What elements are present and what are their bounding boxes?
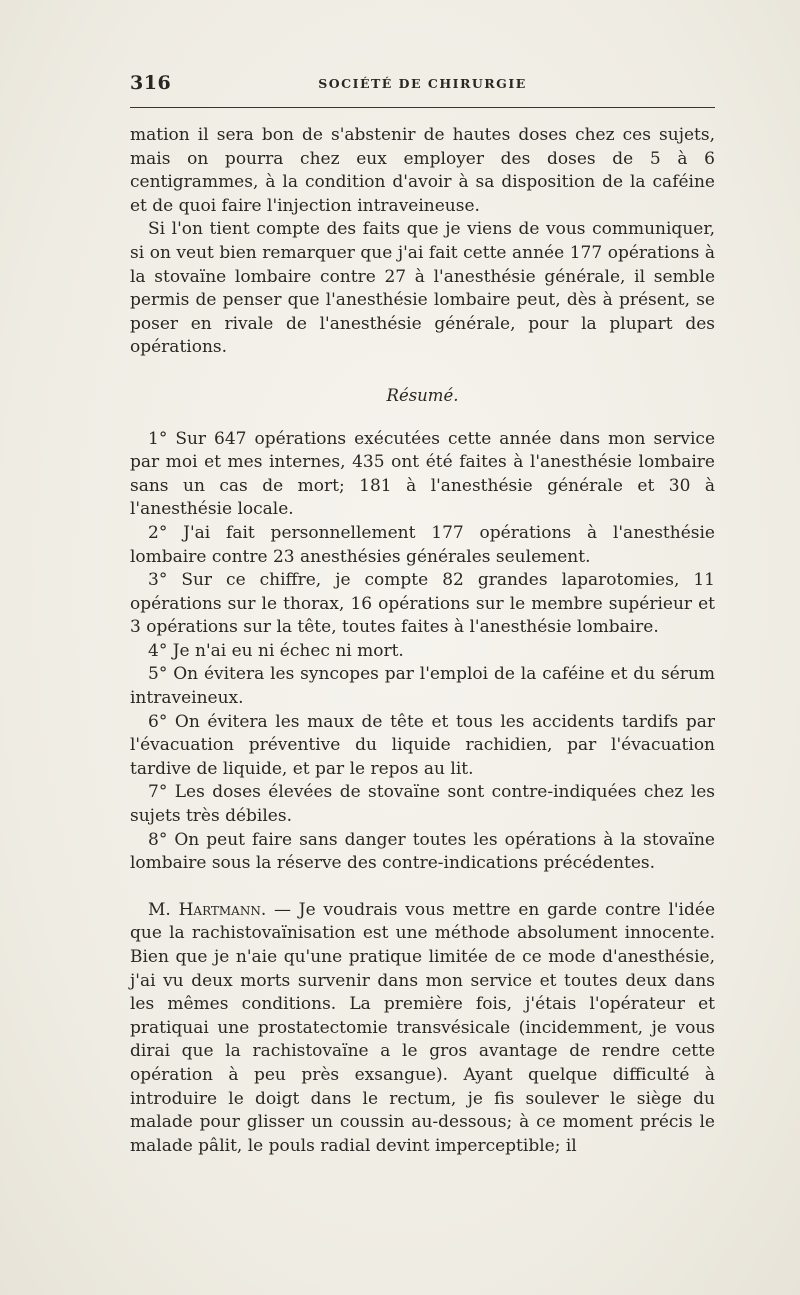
summary-item: 5° On évitera les syncopes par l'emploi de la caféine et du sérum intraveineux. xyxy=(130,664,715,709)
discussion-text: — Je voudrais vous mettre en garde contre l'idée que la rachistovaïnisation est une méthode absolument innocente. Bien que je n'aie qu'une pratique limitée de ce mode d'anesthésie, j'ai vu deux morts survenir dans mon service et toutes deux dans les mêmes conditions. La première fois, j'étais l'opérateur et pratiquai une prostatectomie transvésicale (incidemment, je vous dirai que la rachistovaïne a le gros avantage de rendre cette opération à peu près exsangue). Ayant quelque difficulté à introduire le doigt dans le rectum, je fis soulever le siège du malade pour glisser un coussin au-dessous; à ce moment précis le malade pâlit, le pouls radial devint imperceptible; il xyxy=(130,899,715,1156)
summary-item: 7° Les doses élevées de stovaïne sont contre-indiquées chez les sujets très débiles. xyxy=(130,782,715,827)
summary-item: 8° On peut faire sans danger toutes les opérations à la stovaïne lombaire sous la réserve des contre-indications précédentes. xyxy=(130,829,715,874)
summary-item: 3° Sur ce chiffre, je compte 82 grandes laparotomies, 11 opérations sur le thorax, 16 opérations sur le membre supérieur et 3 opérations sur la tête, toutes faites à l'anesthésie lombaire. xyxy=(130,570,715,638)
summary-item: 4° Je n'ai eu ni échec ni mort. xyxy=(148,640,404,661)
intro-paragraph: Si l'on tient compte des faits que je viens de vous communiquer, si on veut bien remarquer que j'ai fait cette année 177 opérations à la stovaïne lombaire contre 27 à l'anesthésie générale, il semble permis de penser que l'anesthésie lombaire peut, dès à présent, se poser en rivale de l'anesthésie générale, pour la plupart des opérations. xyxy=(130,219,715,358)
running-header xyxy=(130,72,715,102)
summary-item: 6° On évitera les maux de tête et tous les accidents tardifs par l'évacuation préventive du liquide rachidien, par l'évacuation tardive de liquide, et par le repos au lit. xyxy=(130,711,715,779)
page-number: 316 xyxy=(130,72,172,94)
body-text xyxy=(130,124,715,1158)
summary-heading: Résumé. xyxy=(386,385,459,405)
summary-item: 1° Sur 647 opérations exécutées cette année dans mon service par moi et mes internes, 435 ont été faites à l'anesthésie lombaire sans un cas de mort; 181 à l'anesthésie générale et 30 à l'anesthésie locale. xyxy=(130,428,715,520)
header-rule xyxy=(130,107,715,108)
intro-paragraph: mation il sera bon de s'abstenir de hautes doses chez ces sujets, mais on pourra chez eux employer des doses de 5 à 6 centigrammes, à la condition d'avoir à sa disposition de la caféine et de quoi faire l'injection intraveineuse. xyxy=(130,125,715,216)
speaker-name: M. Hartmann. xyxy=(148,899,267,920)
section-gap xyxy=(130,876,715,899)
journal-title: SOCIÉTÉ DE CHIRURGIE xyxy=(318,76,527,91)
discussion-paragraph xyxy=(130,899,715,1159)
summary-item: 2° J'ai fait personnellement 177 opérations à l'anesthésie lombaire contre 23 anesthésies générales seulement. xyxy=(130,522,715,567)
